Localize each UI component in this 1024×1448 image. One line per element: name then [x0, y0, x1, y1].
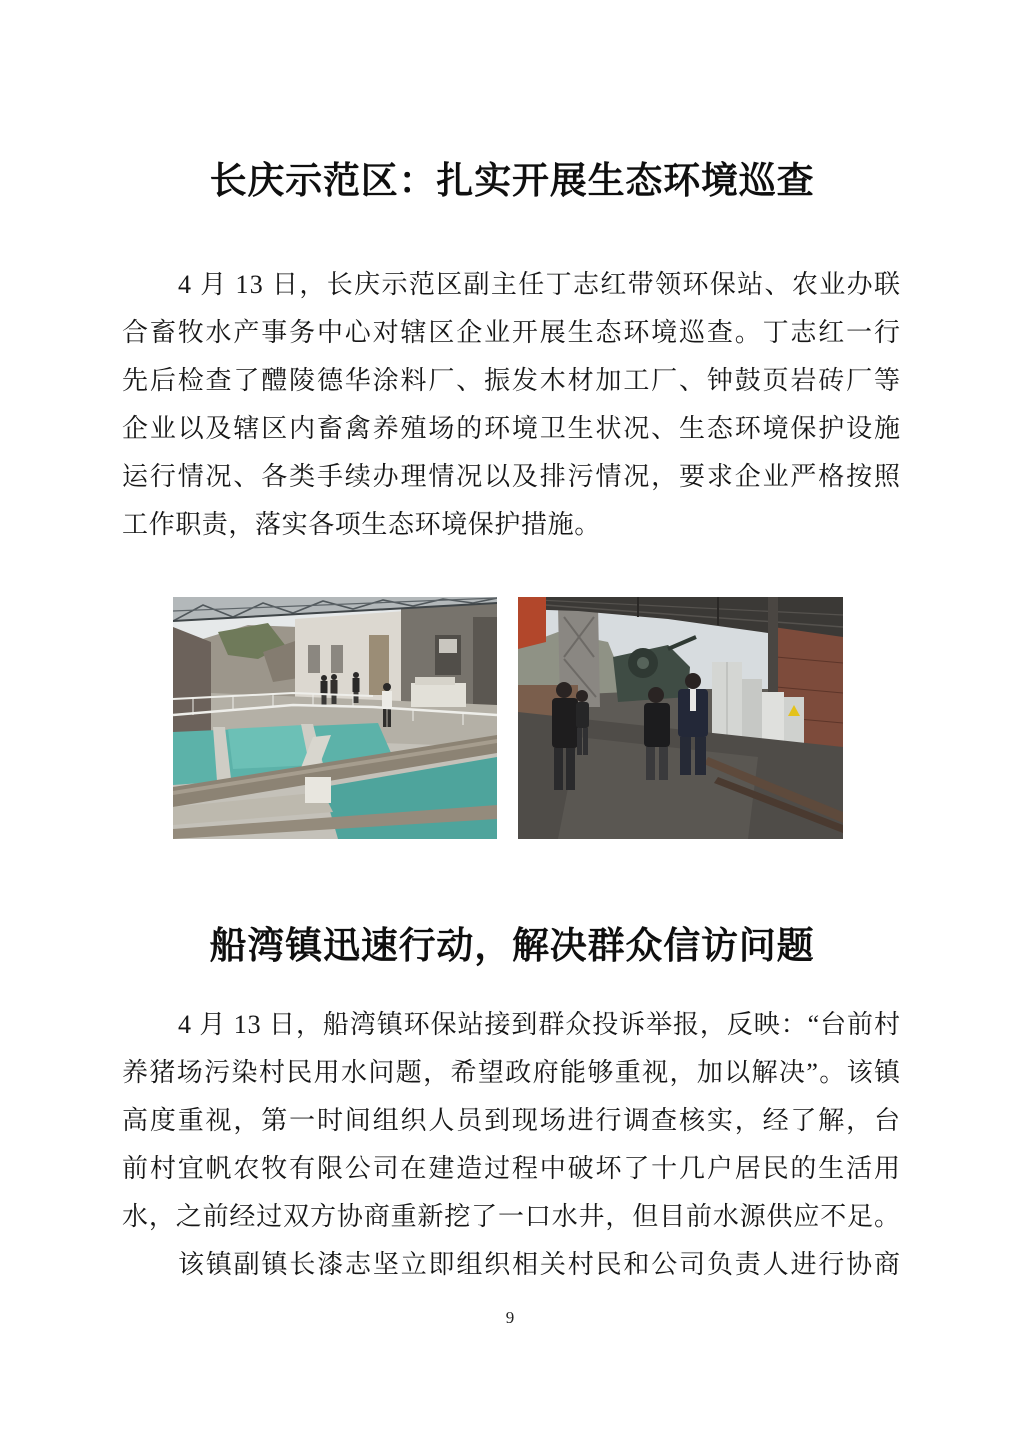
paragraph-line: 工作职责，落实各项生态环境保护措施。: [122, 510, 601, 539]
paragraph-line: 企业以及辖区内畜禽养殖场的环境卫生状况、生态环境保护设施: [122, 414, 902, 443]
paragraph-line: 合畜牧水产事务中心对辖区企业开展生态环境巡查。丁志红一行: [122, 318, 902, 347]
paragraph-line: 高度重视，第一时间组织人员到现场进行调查核实，经了解，台: [122, 1106, 902, 1135]
paragraph-line: 4 月 13 日，长庆示范区副主任丁志红带领环保站、农业办联: [178, 270, 902, 299]
white-building: [295, 611, 405, 705]
article-paragraph: [122, 261, 900, 549]
paragraph-line: 水，之前经过双方协商重新挖了一口水井，但目前水源供应不足。: [122, 1202, 901, 1231]
paragraph-line: 养猪场污染村民用水问题，希望政府能够重视，加以解决”。该镇: [122, 1058, 902, 1087]
paragraph-line: 先后检查了醴陵德华涂料厂、振发木材加工厂、钟鼓页岩砖厂等: [122, 366, 902, 395]
photo-left: [173, 597, 497, 839]
photo-factory-inspection: [518, 597, 843, 839]
photo-water-pools: [173, 597, 497, 839]
photo-right: [518, 597, 843, 839]
article-title: 船湾镇迅速行动，解决群众信访问题: [209, 923, 815, 967]
paragraph-line: 运行情况、各类手续办理情况以及排污情况，要求企业严格按照: [122, 462, 902, 491]
page-number: 9: [505, 1308, 515, 1327]
paragraph-line: 4 月 13 日，船湾镇环保站接到群众投诉举报，反映：“台前村: [178, 1010, 901, 1039]
paragraph-line: 该镇副镇长漆志坚立即组织相关村民和公司负责人进行协商: [178, 1250, 902, 1279]
article-title: 长庆示范区：扎实开展生态环境巡查: [209, 158, 815, 202]
paragraph-line: 前村宜帆农牧有限公司在建造过程中破坏了十几户居民的生活用: [122, 1154, 902, 1183]
article-paragraph: [122, 1001, 900, 1289]
